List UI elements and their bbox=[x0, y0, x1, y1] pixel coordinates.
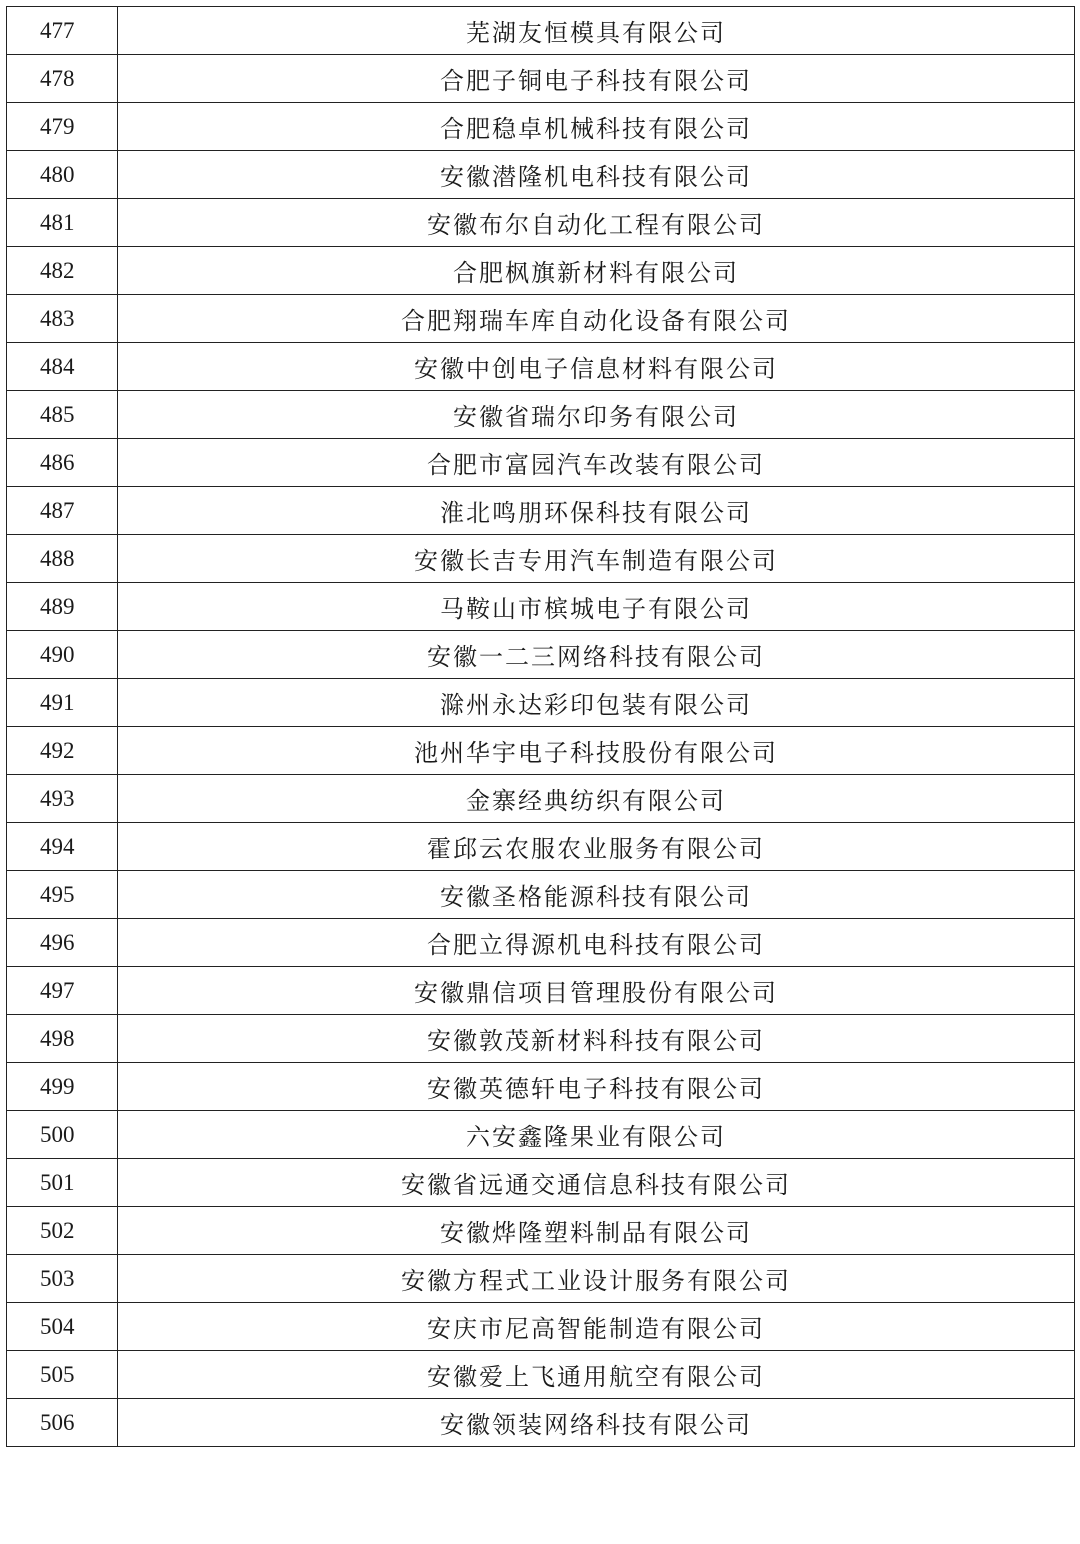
table-row bbox=[7, 1303, 1075, 1351]
company-name: 安徽省远通交通信息科技有限公司 bbox=[118, 1159, 1075, 1207]
row-number: 480 bbox=[7, 151, 118, 199]
table-row bbox=[7, 967, 1075, 1015]
table-row bbox=[7, 103, 1075, 151]
table-row bbox=[7, 727, 1075, 775]
company-name: 安徽烨隆塑料制品有限公司 bbox=[118, 1207, 1075, 1255]
company-name: 合肥立得源机电科技有限公司 bbox=[118, 919, 1075, 967]
row-number: 484 bbox=[7, 343, 118, 391]
company-name: 合肥枫旗新材料有限公司 bbox=[118, 247, 1075, 295]
row-number: 486 bbox=[7, 439, 118, 487]
row-number: 479 bbox=[7, 103, 118, 151]
company-name: 安徽一二三网络科技有限公司 bbox=[118, 631, 1075, 679]
row-number: 495 bbox=[7, 871, 118, 919]
table-row bbox=[7, 631, 1075, 679]
table-row bbox=[7, 1351, 1075, 1399]
row-number: 506 bbox=[7, 1399, 118, 1447]
row-number: 499 bbox=[7, 1063, 118, 1111]
company-name: 安徽省瑞尔印务有限公司 bbox=[118, 391, 1075, 439]
table-row bbox=[7, 55, 1075, 103]
company-name: 合肥子铜电子科技有限公司 bbox=[118, 55, 1075, 103]
table-row bbox=[7, 1399, 1075, 1447]
row-number: 487 bbox=[7, 487, 118, 535]
table-row bbox=[7, 871, 1075, 919]
row-number: 497 bbox=[7, 967, 118, 1015]
company-name: 安徽长吉专用汽车制造有限公司 bbox=[118, 535, 1075, 583]
company-name: 安徽潜隆机电科技有限公司 bbox=[118, 151, 1075, 199]
row-number: 477 bbox=[7, 7, 118, 55]
row-number: 494 bbox=[7, 823, 118, 871]
company-name: 池州华宇电子科技股份有限公司 bbox=[118, 727, 1075, 775]
company-name: 六安鑫隆果业有限公司 bbox=[118, 1111, 1075, 1159]
company-name: 合肥翔瑞车库自动化设备有限公司 bbox=[118, 295, 1075, 343]
company-name: 马鞍山市槟城电子有限公司 bbox=[118, 583, 1075, 631]
table-row bbox=[7, 535, 1075, 583]
row-number: 500 bbox=[7, 1111, 118, 1159]
company-name: 安徽中创电子信息材料有限公司 bbox=[118, 343, 1075, 391]
table-row bbox=[7, 919, 1075, 967]
company-name: 安徽领装网络科技有限公司 bbox=[118, 1399, 1075, 1447]
table-row bbox=[7, 1063, 1075, 1111]
company-name: 合肥稳卓机械科技有限公司 bbox=[118, 103, 1075, 151]
company-name: 安徽敦茂新材料科技有限公司 bbox=[118, 1015, 1075, 1063]
company-name: 合肥市富园汽车改装有限公司 bbox=[118, 439, 1075, 487]
row-number: 488 bbox=[7, 535, 118, 583]
table-body bbox=[7, 7, 1075, 1447]
company-list-table bbox=[6, 6, 1075, 1447]
table-row bbox=[7, 775, 1075, 823]
table-row bbox=[7, 343, 1075, 391]
company-name: 霍邱云农服农业服务有限公司 bbox=[118, 823, 1075, 871]
row-number: 491 bbox=[7, 679, 118, 727]
company-name: 安徽爱上飞通用航空有限公司 bbox=[118, 1351, 1075, 1399]
row-number: 490 bbox=[7, 631, 118, 679]
row-number: 482 bbox=[7, 247, 118, 295]
table-row bbox=[7, 247, 1075, 295]
company-name: 安徽方程式工业设计服务有限公司 bbox=[118, 1255, 1075, 1303]
table-row bbox=[7, 583, 1075, 631]
row-number: 483 bbox=[7, 295, 118, 343]
company-name: 安庆市尼高智能制造有限公司 bbox=[118, 1303, 1075, 1351]
table-row bbox=[7, 1111, 1075, 1159]
company-name: 金寨经典纺织有限公司 bbox=[118, 775, 1075, 823]
table-row bbox=[7, 1015, 1075, 1063]
row-number: 505 bbox=[7, 1351, 118, 1399]
table-row bbox=[7, 7, 1075, 55]
table-row bbox=[7, 295, 1075, 343]
table-row bbox=[7, 199, 1075, 247]
company-name: 芜湖友恒模具有限公司 bbox=[118, 7, 1075, 55]
table-row bbox=[7, 487, 1075, 535]
table-row bbox=[7, 1159, 1075, 1207]
row-number: 496 bbox=[7, 919, 118, 967]
row-number: 501 bbox=[7, 1159, 118, 1207]
row-number: 478 bbox=[7, 55, 118, 103]
table-row bbox=[7, 391, 1075, 439]
row-number: 489 bbox=[7, 583, 118, 631]
row-number: 503 bbox=[7, 1255, 118, 1303]
company-name: 安徽布尔自动化工程有限公司 bbox=[118, 199, 1075, 247]
row-number: 502 bbox=[7, 1207, 118, 1255]
table-row bbox=[7, 151, 1075, 199]
company-name: 滁州永达彩印包装有限公司 bbox=[118, 679, 1075, 727]
row-number: 481 bbox=[7, 199, 118, 247]
company-name: 安徽英德轩电子科技有限公司 bbox=[118, 1063, 1075, 1111]
company-name: 淮北鸣朋环保科技有限公司 bbox=[118, 487, 1075, 535]
row-number: 504 bbox=[7, 1303, 118, 1351]
table-row bbox=[7, 1207, 1075, 1255]
table-row bbox=[7, 679, 1075, 727]
table-row bbox=[7, 439, 1075, 487]
row-number: 498 bbox=[7, 1015, 118, 1063]
row-number: 485 bbox=[7, 391, 118, 439]
row-number: 493 bbox=[7, 775, 118, 823]
row-number: 492 bbox=[7, 727, 118, 775]
table-row bbox=[7, 823, 1075, 871]
company-name: 安徽鼎信项目管理股份有限公司 bbox=[118, 967, 1075, 1015]
table-row bbox=[7, 1255, 1075, 1303]
company-name: 安徽圣格能源科技有限公司 bbox=[118, 871, 1075, 919]
